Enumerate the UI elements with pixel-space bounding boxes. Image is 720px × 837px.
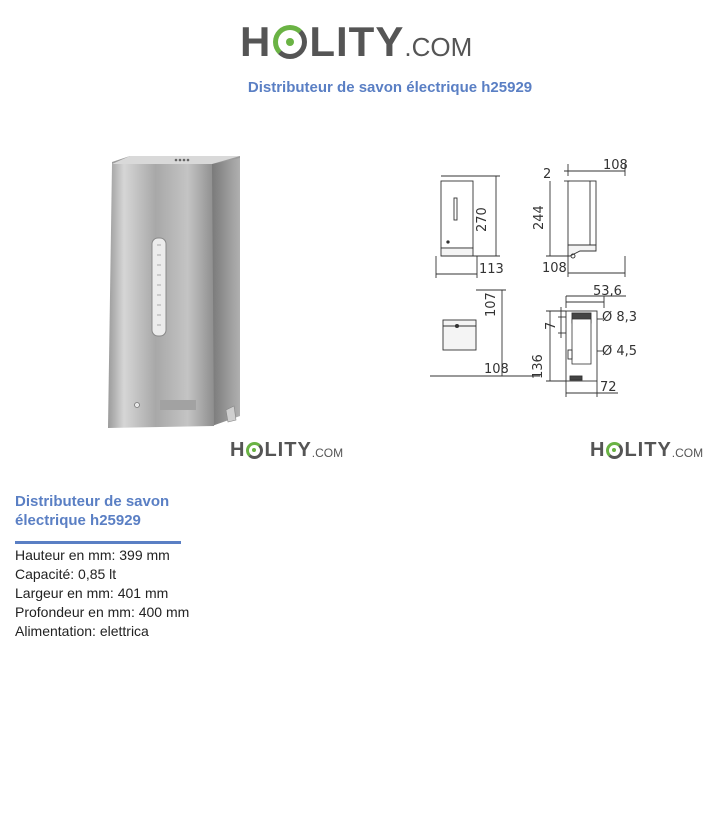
- back-height-label: 136: [531, 354, 546, 379]
- back-hole-large-label: Ø 8,3: [602, 310, 638, 325]
- front-height-label: 270: [475, 207, 490, 232]
- back-width-top-label: 53,6: [593, 284, 622, 299]
- logo-word-start: H: [590, 438, 606, 461]
- product-photo: [100, 150, 250, 430]
- logo-domain: .COM: [311, 445, 344, 460]
- page-title: Distributeur de savon électrique h25929: [247, 79, 533, 96]
- technical-drawings: [420, 150, 720, 400]
- side-height-label: 244: [532, 205, 547, 230]
- brand-logo[interactable]: [240, 18, 472, 66]
- spec-capacity: Capacité: 0,85 lt: [15, 566, 117, 582]
- logo-o-icon: [246, 442, 263, 459]
- logo-o-icon: [606, 442, 623, 459]
- side-depth-label: 108: [603, 158, 628, 173]
- logo-domain: .COM: [671, 445, 704, 460]
- spec-width: Largeur en mm: 401 mm: [15, 585, 169, 601]
- side-bottom-depth-label: 108: [542, 261, 567, 276]
- logo-word-start: H: [240, 18, 272, 65]
- logo-word-end: LITY: [309, 18, 405, 65]
- side-top-gap-label: 2: [543, 167, 552, 182]
- front-width-label: 113: [479, 262, 504, 277]
- product-title: Distributeur de savon électrique h25929: [15, 493, 170, 529]
- back-width-bottom-label: 72: [600, 380, 617, 395]
- spec-list: [15, 546, 189, 641]
- spec-height: Hauteur en mm: 399 mm: [15, 547, 170, 563]
- spec-depth: Profondeur en mm: 400 mm: [15, 604, 190, 620]
- logo-domain: .COM: [404, 31, 473, 62]
- top-depth-label: 107: [484, 292, 499, 317]
- logo-word-end: LITY: [624, 438, 672, 461]
- spec-power: Alimentation: elettrica: [15, 623, 149, 639]
- logo-o-icon: [273, 25, 307, 59]
- logo-word-start: H: [230, 438, 246, 461]
- back-hole-small-label: Ø 4,5: [602, 344, 638, 359]
- back-offset-label: 7: [544, 321, 559, 330]
- top-width-label: 108: [484, 362, 509, 377]
- title-divider: [15, 541, 181, 544]
- brand-logo-drawings: [590, 438, 703, 462]
- logo-word-end: LITY: [264, 438, 312, 461]
- brand-logo-photo: [230, 438, 343, 462]
